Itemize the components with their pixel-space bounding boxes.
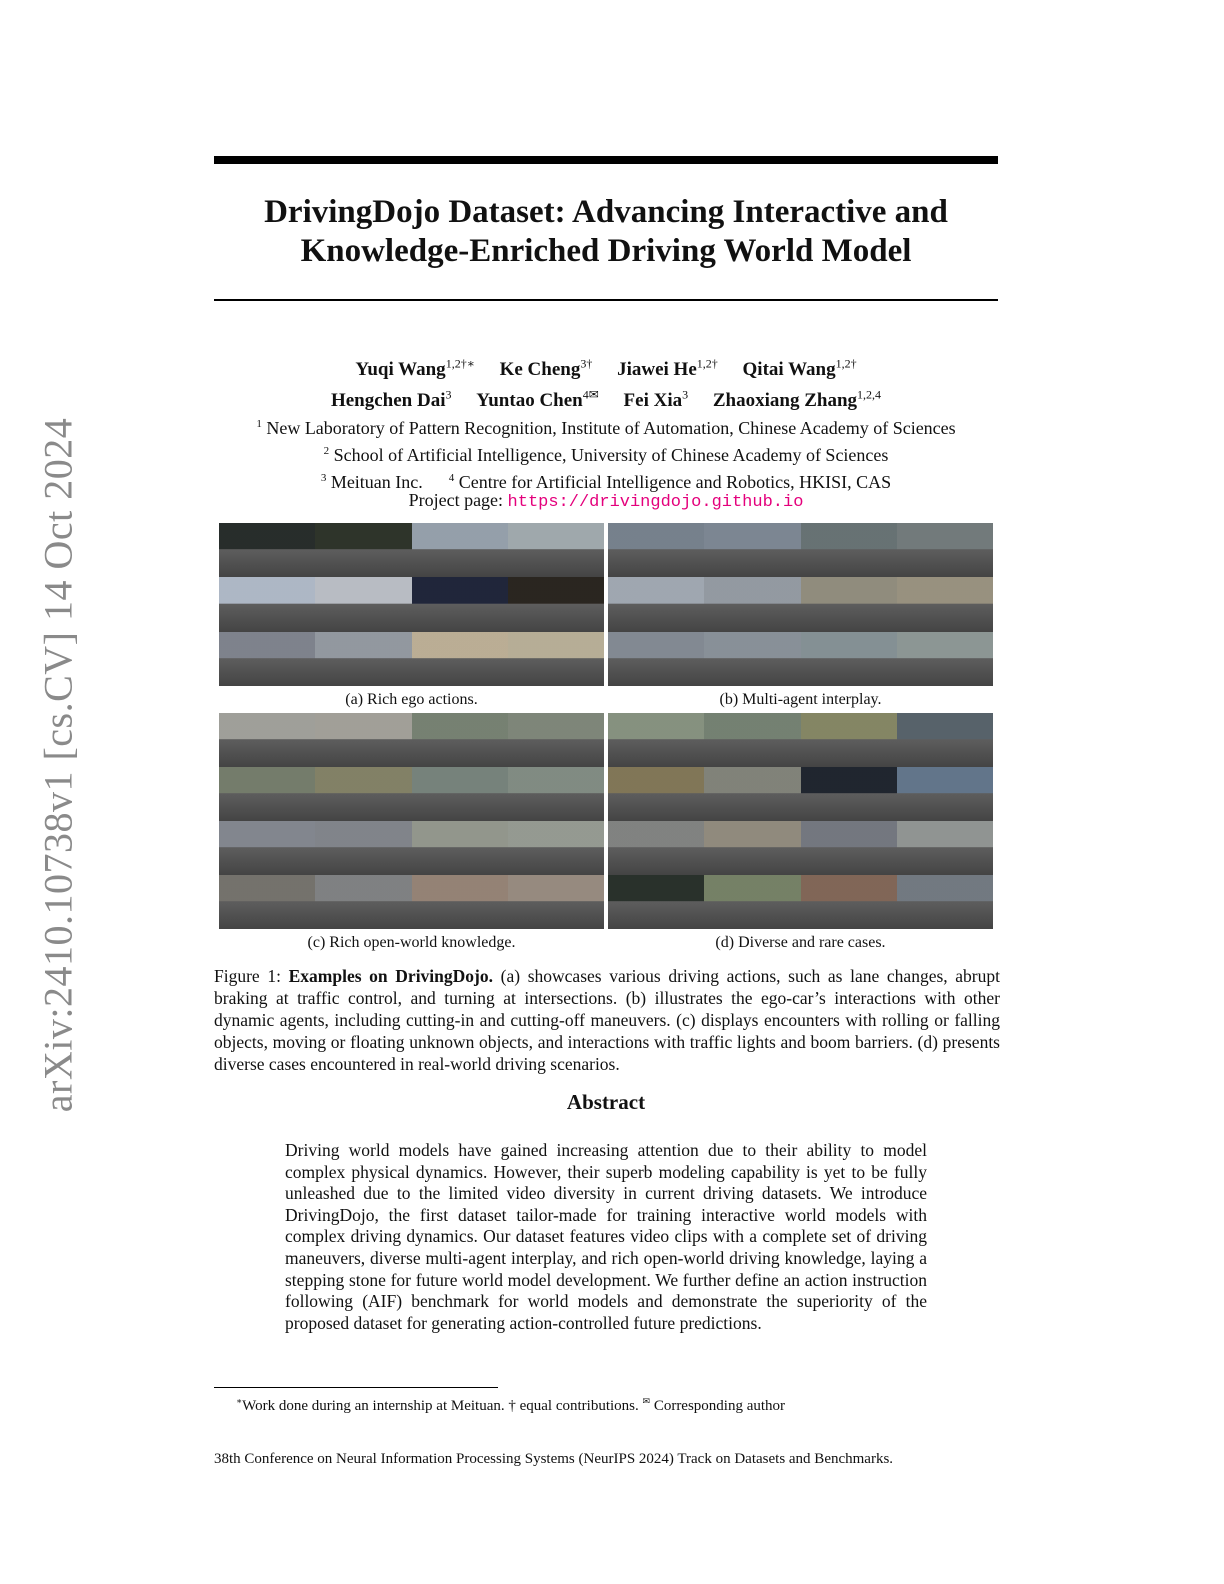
panel-c-caption: (c) Rich open-world knowledge. <box>307 934 516 951</box>
footnote: ∗Work done during an internship at Meituan. † equal contributions. ✉ Corresponding author <box>236 1396 786 1414</box>
driving-frame-thumbnail <box>704 523 800 577</box>
author: Yuntao Chen$^{4✉}$ <box>476 387 599 411</box>
project-page <box>214 488 998 515</box>
driving-frame-thumbnail <box>315 713 411 767</box>
driving-frame-thumbnail <box>704 577 800 631</box>
driving-frame-thumbnail <box>508 875 604 929</box>
driving-frame-thumbnail <box>412 523 508 577</box>
author: Yuqi Wang$^{1,2\dagger∗}$ <box>355 357 475 381</box>
driving-frame-thumbnail <box>897 577 993 631</box>
figure-label: Figure 1: <box>214 966 289 986</box>
paper-title <box>214 193 998 271</box>
figure-caption-text: (a) showcases various driving actions, such as lane changes, abrupt braking at traffic control, and turning at intersections. (b) illustrates the ego-car’s interactions with other dynamic agents, including cutting-in and cutting-off maneuvers. (c) displays encounters with rolling or falling objects, moving or floating unknown objects, and interactions with traffic lights and boom barriers. (d) presents diverse cases encountered in real-world driving scenarios. <box>214 966 1000 1074</box>
driving-frame-thumbnail <box>412 821 508 875</box>
driving-frame-thumbnail <box>608 577 704 631</box>
driving-frame-thumbnail <box>315 875 411 929</box>
driving-frame-thumbnail <box>801 523 897 577</box>
driving-frame-thumbnail <box>508 577 604 631</box>
title-line-2: Knowledge-Enriched Driving World Model <box>300 233 912 269</box>
driving-frame-thumbnail <box>897 821 993 875</box>
arxiv-stamp <box>30 417 86 1113</box>
panel-a-caption: (a) Rich ego actions. <box>345 691 478 708</box>
driving-frame-thumbnail <box>219 577 315 631</box>
driving-frame-thumbnail <box>219 875 315 929</box>
author: Qitai Wang$^{1,2\dagger}$ <box>742 357 857 381</box>
driving-frame-thumbnail <box>897 875 993 929</box>
driving-frame-thumbnail <box>315 767 411 821</box>
image-grid <box>219 523 604 686</box>
abstract-body: Driving world models have gained increasing attention due to their ability to model complex physical dynamics. However, their superb modeling capability is yet to be fully unleashed due to the limited video diversity in current driving datasets. We introduce DrivingDojo, the first dataset tailor-made for training interactive world models with complex driving dynamics. Our dataset features video clips with a complete set of driving maneuvers, diverse multi-agent interplay, and rich open-world driving knowledge, laying a stepping stone for future world model development. We further define an action instruction following (AIF) benchmark for world models and demonstrate the superiority of the proposed dataset for generating action-controlled future predictions. <box>285 1140 927 1333</box>
driving-frame-thumbnail <box>801 632 897 686</box>
envelope-icon: ✉ <box>642 1396 651 1406</box>
affiliation: $^3$ Meituan Inc. $^4$ Centre for Artificial Intelligence and Robotics, HKISI, CAS <box>320 472 892 492</box>
driving-frame-thumbnail <box>508 632 604 686</box>
driving-frame-thumbnail <box>508 821 604 875</box>
driving-frame-thumbnail <box>608 821 704 875</box>
figure-panel-c <box>219 713 604 929</box>
panel-d-caption: (d) Diverse and rare cases. <box>715 934 886 951</box>
title-line-1: DrivingDojo Dataset: Advancing Interactive and <box>264 194 948 230</box>
driving-frame-thumbnail <box>608 523 704 577</box>
driving-frame-thumbnail <box>704 875 800 929</box>
driving-frame-thumbnail <box>412 632 508 686</box>
project-page-label: Project page: <box>408 490 508 510</box>
author: Ke Cheng$^{3\dagger}$ <box>499 357 593 381</box>
driving-frame-thumbnail <box>704 713 800 767</box>
image-grid <box>608 713 993 929</box>
figure-panel-b <box>608 523 993 686</box>
figure-caption <box>214 965 1000 1075</box>
driving-frame-thumbnail <box>508 767 604 821</box>
driving-frame-thumbnail <box>897 767 993 821</box>
driving-frame-thumbnail <box>608 713 704 767</box>
venue-note: 38th Conference on Neural Information Processing Systems (NeurIPS 2024) Track on Datasets and Benchmarks. <box>214 1451 894 1467</box>
figure-panel-d <box>608 713 993 929</box>
driving-frame-thumbnail <box>219 767 315 821</box>
affiliations <box>214 413 998 494</box>
title-bottom-rule <box>214 299 998 301</box>
driving-frame-thumbnail <box>608 875 704 929</box>
figure-caption-title: Examples on DrivingDojo. <box>288 966 493 986</box>
driving-frame-thumbnail <box>219 713 315 767</box>
project-page-link[interactable]: https://drivingdojo.github.io <box>507 493 804 512</box>
driving-frame-thumbnail <box>315 821 411 875</box>
driving-frame-thumbnail <box>412 767 508 821</box>
driving-frame-thumbnail <box>508 713 604 767</box>
author-list <box>214 352 998 413</box>
driving-frame-thumbnail <box>412 577 508 631</box>
image-grid <box>608 523 993 686</box>
driving-frame-thumbnail <box>219 632 315 686</box>
driving-frame-thumbnail <box>704 632 800 686</box>
driving-frame-thumbnail <box>315 577 411 631</box>
driving-frame-thumbnail <box>608 632 704 686</box>
driving-frame-thumbnail <box>412 875 508 929</box>
footnote-rule <box>214 1387 498 1388</box>
driving-frame-thumbnail <box>219 523 315 577</box>
author: Hengchen Dai$^3$ <box>330 387 452 411</box>
affiliation: $^2$ School of Artificial Intelligence, University of Chinese Academy of Sciences <box>323 445 889 465</box>
driving-frame-thumbnail <box>897 632 993 686</box>
author: Zhaoxiang Zhang$^{1,2,4}$ <box>712 387 882 411</box>
image-grid <box>219 713 604 929</box>
driving-frame-thumbnail <box>315 632 411 686</box>
figure-panel-a <box>219 523 604 686</box>
author: Jiawei $He^{1,2\dagger}$ <box>617 357 718 381</box>
driving-frame-thumbnail <box>801 821 897 875</box>
driving-frame-thumbnail <box>412 713 508 767</box>
affiliation: $^1$ New Laboratory of Pattern Recognition, Institute of Automation, Chinese Academy of Sciences <box>256 418 956 438</box>
driving-frame-thumbnail <box>801 875 897 929</box>
driving-frame-thumbnail <box>897 523 993 577</box>
author: Fei Xia$^3$ <box>623 387 689 411</box>
driving-frame-thumbnail <box>801 767 897 821</box>
driving-frame-thumbnail <box>219 821 315 875</box>
driving-frame-thumbnail <box>704 821 800 875</box>
driving-frame-thumbnail <box>897 713 993 767</box>
driving-frame-thumbnail <box>508 523 604 577</box>
driving-frame-thumbnail <box>608 767 704 821</box>
abstract-heading: Abstract <box>566 1090 646 1114</box>
arxiv-identifier: arXiv:2410.10738v1 [cs.CV] 14 Oct 2024 <box>35 417 81 1113</box>
driving-frame-thumbnail <box>801 713 897 767</box>
driving-frame-thumbnail <box>801 577 897 631</box>
title-top-rule <box>214 156 998 164</box>
driving-frame-thumbnail <box>315 523 411 577</box>
panel-b-caption: (b) Multi-agent interplay. <box>719 691 882 708</box>
driving-frame-thumbnail <box>704 767 800 821</box>
